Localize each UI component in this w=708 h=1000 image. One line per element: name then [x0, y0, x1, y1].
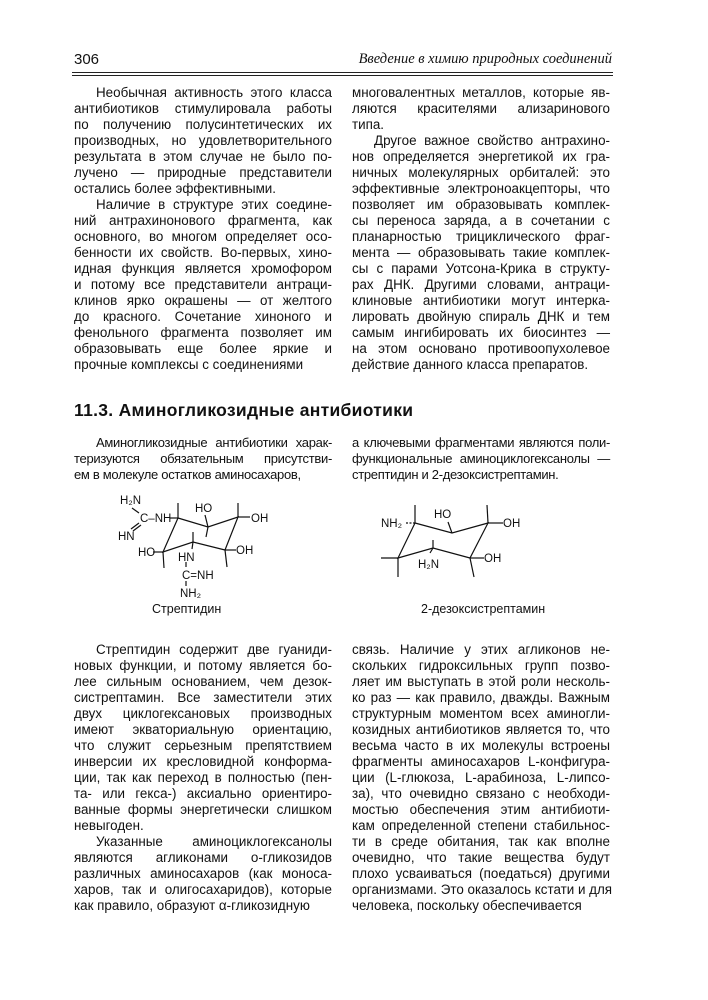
text-line: весьма часто в их молекулы встроены — [352, 738, 610, 753]
text-line: различных аминосахаров (как моноса- — [74, 866, 332, 881]
text-line: скольких гидроксильных групп позво- — [352, 658, 610, 673]
text-line: фенольного фрагмента позволяет им — [74, 325, 332, 340]
section-heading: 11.3. Аминогликозидные антибиотики — [74, 400, 414, 420]
text-line: плохо усваиваться (поедаться) другими — [352, 866, 610, 881]
text-line: что служит серьезным препятствием — [74, 738, 332, 753]
text-line: ванные формы энергетически слишком — [74, 802, 332, 817]
label-h2n: H₂N — [120, 495, 142, 507]
label-oh-right: OH — [251, 513, 269, 525]
text-line: бенности их свойств. Во-первых, хино- — [74, 245, 332, 260]
column-bottom-left — [74, 642, 332, 914]
text-line: новых функции, и потому является бо- — [74, 658, 332, 673]
caption-deoxystreptamine: 2-дезоксистрептамин — [421, 602, 546, 616]
text-line: функциональные аминоциклогексанолы — — [352, 451, 610, 466]
text-line: мента — образовывать такие комплек- — [352, 245, 610, 260]
label-hn: HN — [118, 531, 135, 543]
text-line: типа. — [352, 117, 385, 132]
text-line: а ключевыми фрагментами являются поли- — [352, 435, 610, 450]
text-line: многовалентных металлов, которые яв- — [352, 85, 610, 100]
text-line: нов определяется энергетикой их гра- — [352, 149, 610, 164]
text-line: клиновые антибиотики могут интерка- — [352, 293, 610, 308]
text-line: ции, так как переход в полностью (пен- — [74, 770, 332, 785]
text-line: ко раз — как правило, дважды. Важным — [352, 690, 610, 705]
text-line: Аминогликозидные антибиотики харак- — [96, 435, 332, 450]
label-c-eq-nh: C=NH — [182, 570, 214, 582]
text-line: человека, поскольку обеспечивается — [352, 898, 582, 913]
text-line: лучено — природные представители — [74, 165, 332, 180]
text-line: ем в молекуле остатков аминосахаров, — [74, 467, 301, 482]
text-line: та- или гекса-) аксиально ориентиро- — [74, 786, 332, 801]
column-bottom-right — [352, 642, 613, 914]
text-line: и потому все представители антраци- — [74, 277, 332, 292]
label-h2n: H₂N — [418, 559, 440, 571]
text-line: рах ДНК. Другими словами, антраци- — [352, 277, 610, 292]
text-line: по получению полусинтетических их — [74, 117, 332, 132]
text-line: производных, но удовлетворительного — [74, 133, 332, 148]
text-line: стрептидин и 2-дезоксистрептамин. — [352, 467, 559, 482]
text-line: лировать двойную спираль ДНК и тем — [352, 309, 610, 324]
text-line: Необычная активность этого класса — [96, 85, 332, 100]
text-line: харов, так и олигосахаридов), которые — [74, 882, 332, 897]
text-line: организмами. Это оказалось кстати и для — [352, 882, 613, 897]
text-line: очевидно, что такие вещества будут — [352, 850, 610, 865]
text-line: ляются красителями ализаринового — [352, 101, 610, 116]
paragraph — [74, 642, 332, 834]
paragraph — [352, 642, 613, 914]
text-line: за), что очевидно связано с необходи- — [352, 786, 610, 801]
running-title: Введение в химию природных соединений — [358, 51, 612, 67]
text-line: Стрептидин содержит две гуаниди- — [96, 642, 332, 657]
text-line: до красного. Сочетание хиноного и — [74, 309, 332, 324]
text-line: инверсии их кресловидной конформа- — [74, 754, 332, 769]
text-line: результата в этом случае не было по- — [74, 149, 332, 164]
label-hn-lower: HN — [178, 552, 195, 564]
caption-streptidin: Стрептидин — [152, 602, 222, 616]
text-line: ти в среде обитания, так как вполне — [352, 834, 610, 849]
label-ho-top: HO — [195, 503, 213, 515]
label-c-nh: C–NH — [140, 513, 172, 525]
text-line: систрептамин. Все заместители этих — [74, 690, 332, 705]
text-line: связь. Наличие у этих агликонов не- — [352, 642, 610, 657]
text-line: ний антрахинонового фрагмента, как — [74, 213, 332, 228]
text-line: являются агликонами о-гликозидов — [74, 850, 332, 865]
label-nh2: NH₂ — [381, 518, 403, 530]
text-line: остались более эффективными. — [74, 181, 276, 196]
text-line: антибиотиков стимулировала работы — [74, 101, 332, 116]
text-line: козидных антибиотиков является то, что — [352, 722, 610, 737]
text-line: теризуются обязательным присутстви- — [74, 451, 332, 466]
text-line: ляет им выступать в этой роли несколь- — [352, 674, 610, 689]
text-line: позволяет им образовывать комплек- — [352, 197, 610, 212]
label-ho-left: HO — [138, 547, 156, 559]
text-line: как правило, образуют α-гликозидную — [74, 898, 310, 913]
label-ho: HO — [434, 509, 452, 521]
text-line: лее сильным основанием, чем дезок- — [74, 674, 332, 689]
text-line: клинов ярко окрашены — от желтого — [74, 293, 332, 308]
text-line: образовывать еще более яркие и — [74, 341, 332, 356]
text-line: фрагменты аминосахаров L-конфигура- — [352, 754, 610, 769]
text-line: кам определенной степени стабильнос- — [352, 818, 610, 833]
text-line: на этом основано противоопухолевое — [352, 341, 610, 356]
label-oh-top: OH — [503, 518, 521, 530]
text-line: идная функция является хромофором — [74, 261, 332, 276]
text-line: двух циклогексановых производных — [74, 706, 332, 721]
text-line: мостью обеспечения этим антибиоти- — [352, 802, 610, 817]
label-oh-low: OH — [236, 545, 254, 557]
text-line: самым ингибировать их биосинтез — — [352, 325, 610, 340]
text-line: ции (L-глюкоза, L-арабиноза, L-липсо- — [352, 770, 610, 785]
paragraph — [74, 834, 332, 914]
text-line: эффективные электроноакцепторы, что — [352, 181, 610, 196]
page-number: 306 — [74, 51, 100, 68]
text-line: Другое важное свойство антрахино- — [374, 133, 610, 148]
text-line: Указанные аминоциклогексанолы — [96, 834, 332, 849]
label-nh2: NH₂ — [180, 588, 202, 600]
label-oh-low: OH — [484, 553, 502, 565]
text-line: действие данного класса препаратов. — [352, 357, 589, 372]
text-line: сы переноса заряда, а в сочетании с — [352, 213, 610, 228]
text-line: основного, во многом определяет осо- — [74, 229, 332, 244]
text-line: невыгоден. — [74, 818, 144, 833]
text-line: сы с парами Уотсона-Крика в структу- — [352, 261, 610, 276]
text-line: прочные комплексы с соединениями — [74, 357, 304, 372]
text-line: ничных молекулярных орбиталей: это — [352, 165, 610, 180]
text-line: Наличие в структуре этих соедине- — [96, 197, 332, 212]
text-line: планарностью трициклического фраг- — [352, 229, 610, 244]
text-line: имеют экваториальную ориентацию, — [74, 722, 332, 737]
text-line: структурным моментом всех аминогли- — [352, 706, 610, 721]
